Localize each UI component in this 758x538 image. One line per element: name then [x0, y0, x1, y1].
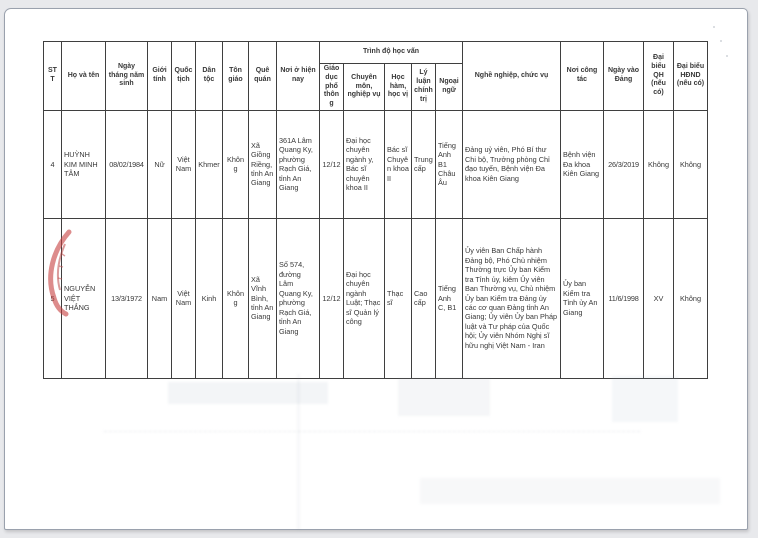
cell-hoc-ham: Bác sĩ Chuyên khoa II	[385, 110, 412, 218]
cell-dai-bieu-qh: Không	[644, 110, 674, 218]
col-header-nghe-nghiep: Nghề nghiệp, chức vụ	[463, 42, 561, 111]
cell-dai-bieu-hdnd: Không	[674, 218, 708, 378]
header-row-group	[44, 42, 708, 64]
cell-que-quan: Xã Giồng Riềng, tỉnh An Giang	[249, 110, 277, 218]
scan-dust-speck	[726, 55, 728, 57]
cell-noi-cong-tac: Ủy ban Kiểm tra Tỉnh ủy An Giang	[561, 218, 604, 378]
cell-quoc-tich: Việt Nam	[172, 110, 196, 218]
cell-ngoai-ngu: Tiếng Anh B1 Châu Âu	[436, 110, 463, 218]
cell-chuyen-mon: Đại học chuyên ngành y, Bác sĩ chuyên khoa II	[344, 110, 385, 218]
cell-dai-bieu-qh: XV	[644, 218, 674, 378]
cell-quoc-tich: Việt Nam	[172, 218, 196, 378]
col-header-quoc-tich: Quốc tịch	[172, 42, 196, 111]
col-header-hoc-ham: Học hàm, học vị	[385, 64, 412, 111]
col-header-dai-bieu-qh: Đại biểu QH (nếu có)	[644, 42, 674, 111]
cell-dan-toc: Khmer	[196, 110, 223, 218]
scan-dust-speck	[713, 26, 715, 28]
col-header-noi-cong-tac: Nơi công tác	[561, 42, 604, 111]
table-row-4	[44, 110, 708, 218]
delegate-roster-table	[43, 41, 708, 379]
cell-nghe-nghiep: Ủy viên Ban Chấp hành Đảng bộ, Phó Chủ nhiệm Thường trực Ủy ban Kiểm tra Tỉnh ủy, kiêm Ủy viên Ban Thường vụ, Chủ nhiệm Ủy ban Kiểm tra Đảng ủy các cơ quan Đảng tỉnh An Giang; Ủy viên Ủy ban Pháp luật và Tư pháp của Quốc hội; Ủy viên Nhóm Nghị sĩ hữu nghị Việt Nam - Iran	[463, 218, 561, 378]
cell-hoc-ham: Thạc sĩ	[385, 218, 412, 378]
col-header-ngay-vao-dang: Ngày vào Đảng	[604, 42, 644, 111]
col-header-ngay-sinh: Ngày tháng năm sinh	[106, 42, 148, 111]
cell-ngay-sinh: 08/02/1984	[106, 110, 148, 218]
cell-gioi-tinh: Nam	[148, 218, 172, 378]
cell-noi-o: 361A Lâm Quang Ky, phường Rạch Giá, tỉnh An Giang	[277, 110, 320, 218]
cell-dan-toc: Kinh	[196, 218, 223, 378]
col-header-giao-duc: Giáo dục phổ thông	[320, 64, 344, 111]
cell-ngay-vao-dang: 26/3/2019	[604, 110, 644, 218]
cell-ly-luan: Trung cấp	[412, 110, 436, 218]
cell-ngay-vao-dang: 11/6/1998	[604, 218, 644, 378]
cell-dai-bieu-hdnd: Không	[674, 110, 708, 218]
scan-dust-speck	[720, 40, 722, 42]
cell-gioi-tinh: Nữ	[148, 110, 172, 218]
col-header-chuyen-mon: Chuyên môn, nghiệp vụ	[344, 64, 385, 111]
col-header-ton-giao: Tôn giáo	[223, 42, 249, 111]
col-header-que-quan: Quê quán	[249, 42, 277, 111]
cell-ly-luan: Cao cấp	[412, 218, 436, 378]
cell-ngay-sinh: 13/3/1972	[106, 218, 148, 378]
cell-giao-duc: 12/12	[320, 110, 344, 218]
col-header-gioi-tinh: Giới tính	[148, 42, 172, 111]
cell-ton-giao: Không	[223, 218, 249, 378]
cell-ngoai-ngu: Tiếng Anh C, B1	[436, 218, 463, 378]
cell-giao-duc: 12/12	[320, 218, 344, 378]
table-row-5	[44, 218, 708, 378]
col-header-dai-bieu-hdnd: Đại biểu HĐND (nếu có)	[674, 42, 708, 111]
cell-ho-va-ten: NGUYỄN VIỆT THẮNG	[62, 218, 106, 378]
col-header-ly-luan: Lý luận chính trị	[412, 64, 436, 111]
col-header-ho-va-ten: Họ và tên	[62, 42, 106, 111]
col-header-ngoai-ngu: Ngoại ngữ	[436, 64, 463, 111]
cell-ton-giao: Không	[223, 110, 249, 218]
cell-noi-cong-tac: Bệnh viện Đa khoa Kiên Giang	[561, 110, 604, 218]
cell-noi-o: Số 574, đường Lâm Quang Ky, phường Rạch Giá, tỉnh An Giang	[277, 218, 320, 378]
cell-que-quan: Xã Vĩnh Bình, tỉnh An Giang	[249, 218, 277, 378]
cell-nghe-nghiep: Đảng uỷ viên, Phó Bí thư Chi bộ, Trưởng phòng Chỉ đạo tuyến, Bệnh viện Đa khoa Kiên Giang	[463, 110, 561, 218]
cell-ho-va-ten: HUỲNH KIM MINH TÂM	[62, 110, 106, 218]
col-header-trinh-do-hoc-van: Trình độ học vấn	[320, 42, 463, 64]
col-header-dan-toc: Dân tộc	[196, 42, 223, 111]
cell-stt: 4	[44, 110, 62, 218]
col-header-stt: STT	[44, 42, 62, 111]
cell-stt: 5	[44, 218, 62, 378]
col-header-noi-o: Nơi ở hiện nay	[277, 42, 320, 111]
cell-chuyen-mon: Đại học chuyên ngành Luật; Thạc sĩ Quản lý công	[344, 218, 385, 378]
